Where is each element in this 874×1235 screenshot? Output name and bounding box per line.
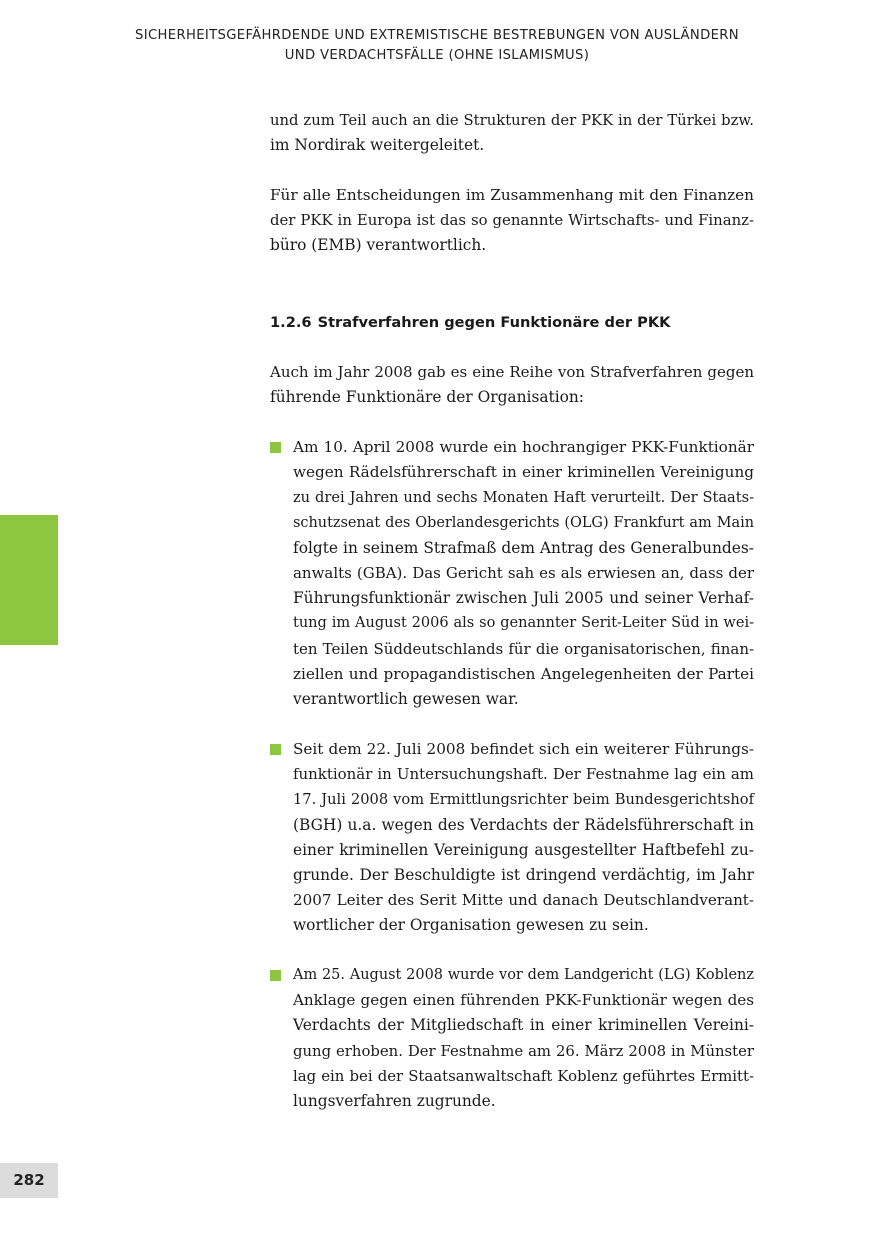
text-line: tung im August 2006 als so genannter Serit-Leiter Süd in wei- [293,615,754,632]
bullet-text [293,435,754,712]
running-header-line-1: SICHERHEITSGEFÄHRDENDE UND EXTREMISTISCHE BESTREBUNGEN VON AUSLÄNDERN [135,28,739,43]
text-line: verantwortlich gewesen war. [293,690,519,709]
text-line: Verdachts der Mitgliedschaft in einer kriminellen Vereini- [293,1016,754,1035]
text-line: Für alle Entscheidungen im Zusammenhang mit den Finanzen [270,186,754,204]
bullet-item [270,963,754,1114]
text-line: Am 10. April 2008 wurde ein hochrangiger PKK-Funktionär [293,438,754,456]
text-line: schutzsenat des Oberlandesgerichts (OLG) Frankfurt am Main [293,514,754,531]
section-number: 1.2.6 [270,314,312,331]
text-line: lungsverfahren zugrunde. [293,1092,496,1111]
text-line: einer kriminellen Vereinigung ausgestellter Haftbefehl zu- [293,840,754,859]
text-line: zu drei Jahren und sechs Monaten Haft verurteilt. Der Staats- [293,489,754,507]
text-line: 17. Juli 2008 vom Ermittlungsrichter beim Bundesgerichtshof [293,791,754,809]
text-line: wegen Rädelsführerschaft in einer kriminellen Vereinigung [293,463,754,482]
text-line: gung erhoben. Der Festnahme am 26. März 2008 in Münster [293,1042,754,1060]
text-line: grunde. Der Beschuldigte ist dringend verdächtig, im Jahr [293,866,754,885]
page-number: 282 [0,1163,58,1198]
bullet-text [293,963,754,1114]
text-line: im Nordirak weitergeleitet. [270,136,485,155]
text-line: 2007 Leiter des Serit Mitte und danach Deutschlandverant- [293,891,754,910]
bullet-square-icon [270,744,281,755]
section-title: Strafverfahren gegen Funktionäre der PKK [317,314,671,331]
text-line: lag ein bei der Staatsanwaltschaft Koblenz geführtes Ermitt- [293,1066,754,1085]
text-line: wortlicher der Organisation gewesen zu sein. [293,916,649,935]
running-header [0,26,874,66]
text-line: büro (EMB) verantwortlich. [270,236,487,255]
text-line: ziellen und propagandistischen Angelegenheiten der Partei [293,664,754,683]
chapter-side-tab [0,515,58,645]
text-line: und zum Teil auch an die Strukturen der PKK in der Türkei bzw. [270,112,754,129]
text-line: ten Teilen Süddeutschlands für die organisatorischen, finan- [293,639,754,658]
intro-paragraph [270,108,754,158]
text-line: funktionär in Untersuchungshaft. Der Festnahme lag ein am [293,765,754,784]
bullet-item [270,737,754,939]
section-heading [270,311,754,335]
section-intro-paragraph [270,360,754,410]
text-line: Seit dem 22. Juli 2008 befindet sich ein weiterer Führungs- [293,740,754,758]
bullet-square-icon [270,442,281,453]
text-line: der PKK in Europa ist das so genannte Wirtschafts- und Finanz- [270,211,754,230]
text-line: Am 25. August 2008 wurde vor dem Landgericht (LG) Koblenz [293,967,754,983]
text-line: (BGH) u.a. wegen des Verdachts der Rädelsführerschaft in [293,815,754,834]
finance-paragraph [270,183,754,259]
text-line: Auch im Jahr 2008 gab es eine Reihe von Strafverfahren gegen [270,363,754,381]
bullet-item [270,435,754,712]
text-line: Führungsfunktionär zwischen Juli 2005 und seiner Verhaf- [293,589,754,608]
bullet-square-icon [270,970,281,981]
bullet-text [293,737,754,939]
text-line: folgte in seinem Strafmaß dem Antrag des Generalbundes- [293,538,754,557]
text-line: führende Funktionäre der Organisation: [270,388,584,407]
running-header-line-2: UND VERDACHTSFÄLLE (OHNE ISLAMISMUS) [284,48,590,63]
text-line: Anklage gegen einen führenden PKK-Funktionär wegen des [293,991,754,1010]
text-line: anwalts (GBA). Das Gericht sah es als erwiesen an, dass der [293,564,754,583]
